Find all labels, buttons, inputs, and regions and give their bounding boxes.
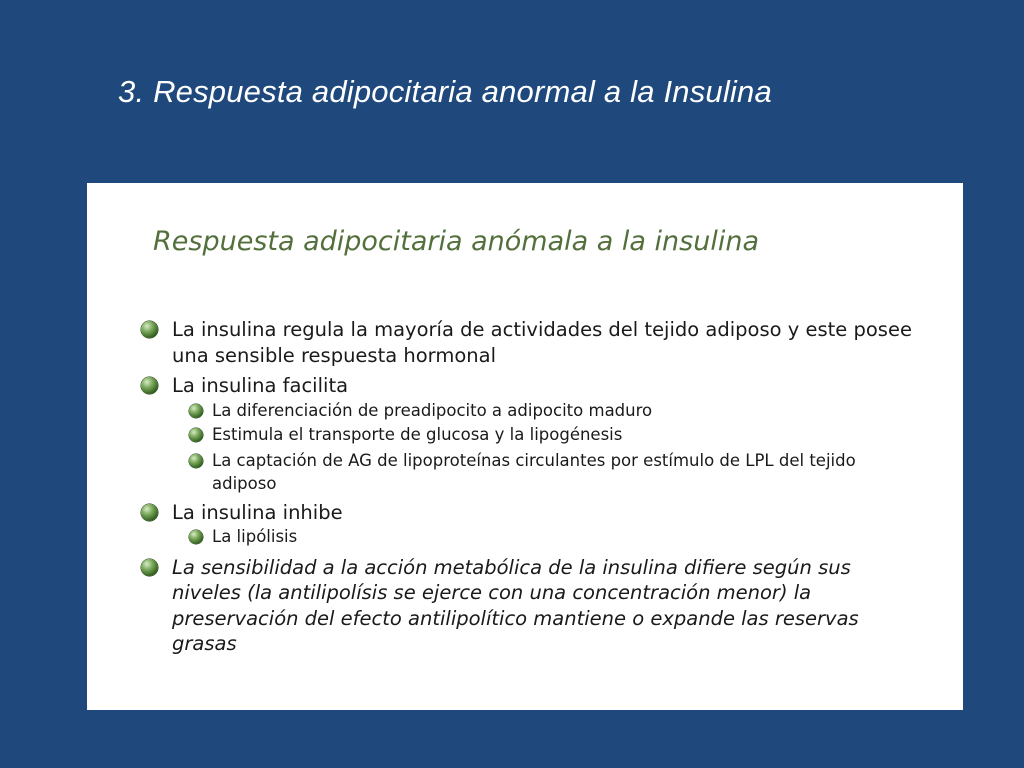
sub-bullet-list <box>172 525 919 550</box>
sub-bullet-list <box>172 399 919 495</box>
bullet-text: La insulina regula la mayoría de actividades del tejido adiposo y este posee una sensible respuesta hormonal <box>172 318 912 367</box>
sub-bullet-item <box>172 399 919 424</box>
bullet-item <box>139 500 919 550</box>
sub-bullet-text: La lipólisis <box>212 527 298 546</box>
green-sphere-bullet-icon <box>141 504 158 521</box>
sub-bullet-item <box>172 525 919 550</box>
bullet-item <box>139 317 919 368</box>
bullet-text: La insulina inhibe <box>172 500 343 524</box>
bullet-text: La insulina facilita <box>172 374 349 397</box>
green-sphere-bullet-icon <box>141 559 158 576</box>
sub-bullet-text: La diferenciación de preadipocito a adipocito maduro <box>212 400 653 420</box>
bullet-list <box>139 317 919 662</box>
sub-bullet-item <box>172 449 919 495</box>
green-sphere-bullet-icon <box>189 428 203 442</box>
bullet-text: La sensibilidad a la acción metabólica de la insulina difiere según sus niveles (la antilipolísis se ejerce con una concentración menor) la preservación del efecto antilipolítico mantiene o expande las reservas grasas <box>172 555 859 655</box>
green-sphere-bullet-icon <box>189 454 203 468</box>
inner-heading: Respuesta adipocitaria anómala a la insulina <box>153 226 759 257</box>
slide-title: 3. Respuesta adipocitaria anormal a la Insulina <box>118 74 772 109</box>
green-sphere-bullet-icon <box>141 377 158 394</box>
green-sphere-bullet-icon <box>141 321 158 338</box>
sub-bullet-text: La captación de AG de lipoproteínas circulantes por estímulo de LPL del tejido adiposo <box>212 450 856 493</box>
sub-bullet-item <box>172 423 919 448</box>
content-image <box>87 183 963 710</box>
bullet-item <box>139 555 919 657</box>
green-sphere-bullet-icon <box>189 530 203 544</box>
sub-bullet-text: Estimula el transporte de glucosa y la lipogénesis <box>212 425 623 444</box>
bullet-item <box>139 373 919 495</box>
green-sphere-bullet-icon <box>189 404 203 418</box>
